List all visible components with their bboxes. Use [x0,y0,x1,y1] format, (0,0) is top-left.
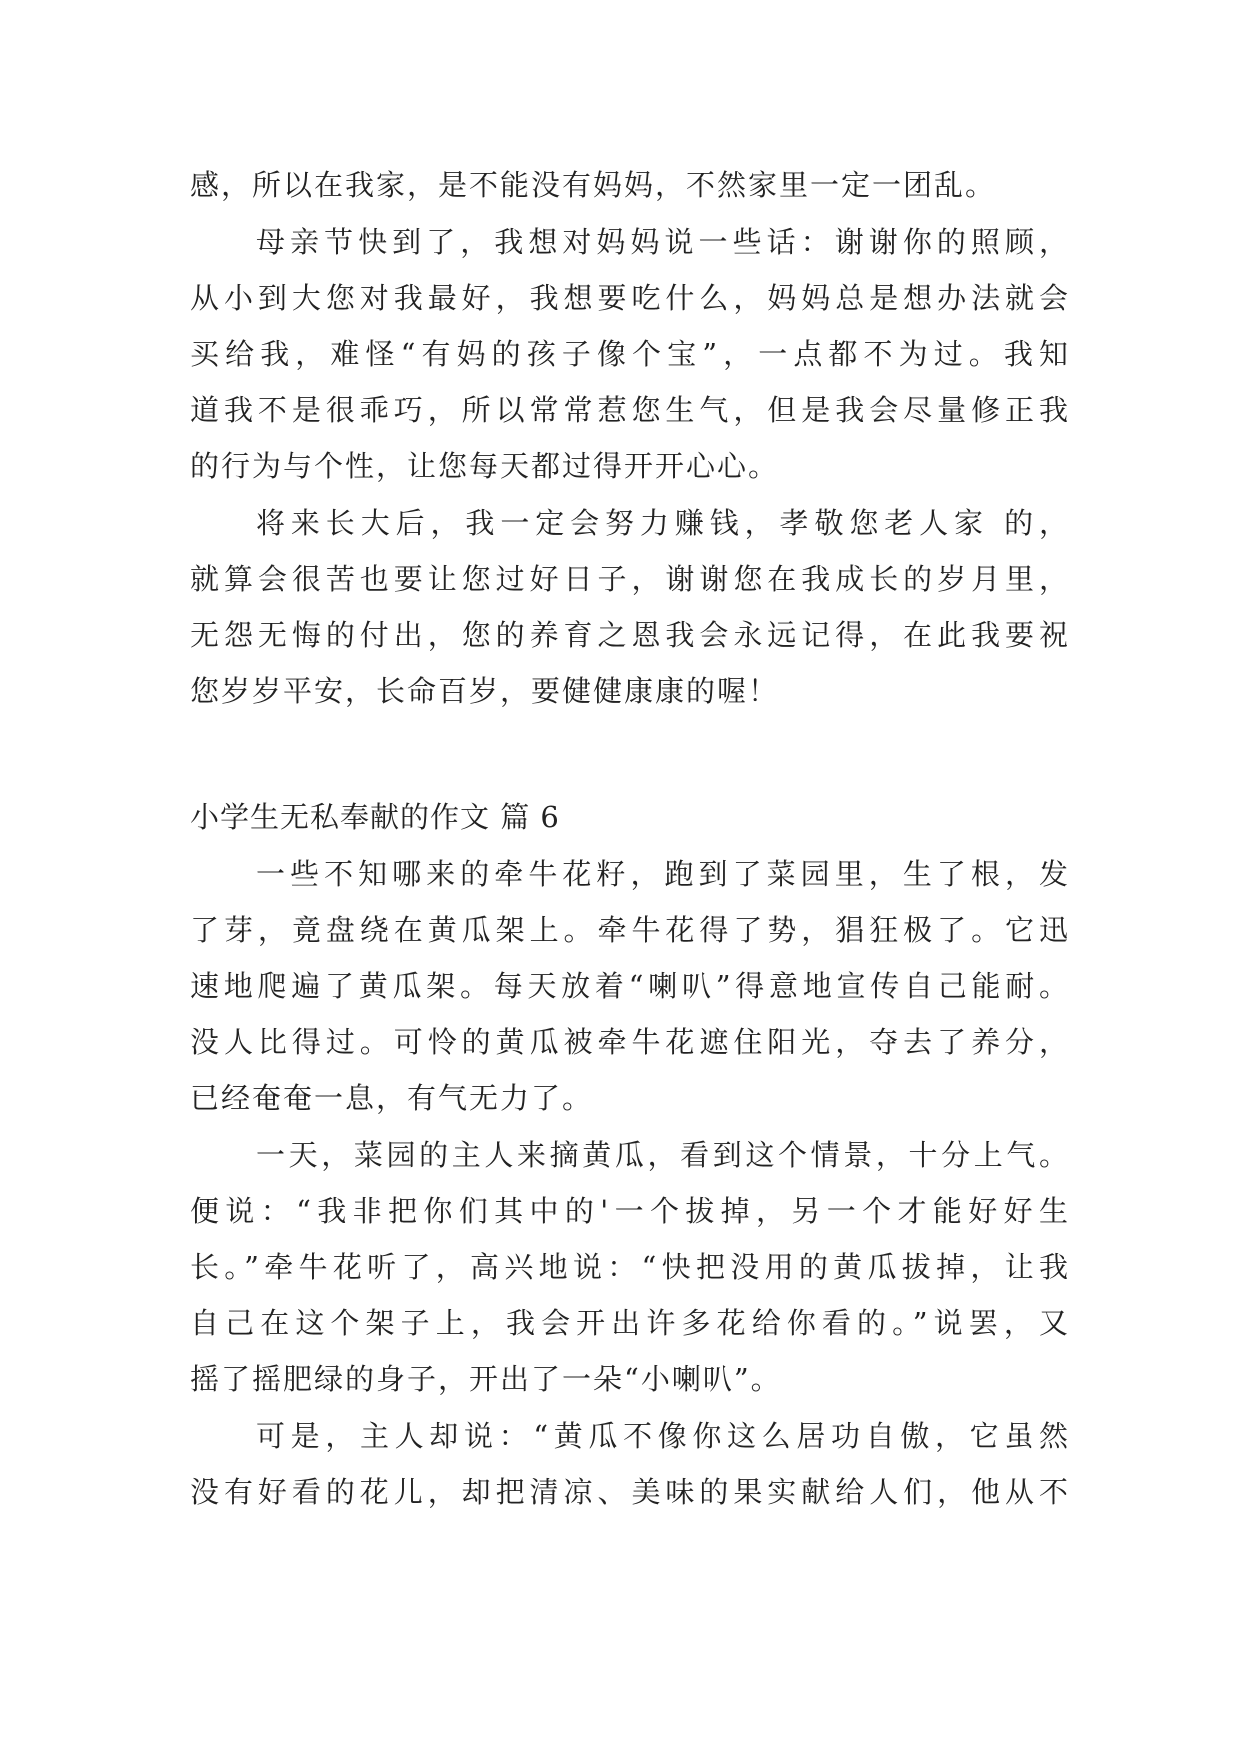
paragraph-line: 感，所以在我家，是不能没有妈妈，不然家里一定一团乱。 [190,168,997,202]
paragraph-line: 已经奄奄一息，有气无力了。 [190,1081,594,1115]
paragraph-line: 便说：“我非把你们其中的'一个拔掉，另一个才能好好生 [190,1194,1070,1228]
paragraph-line: 您岁岁平安，长命百岁，要健健康康的喔！ [190,674,780,708]
paragraph-line: 自己在这个架子上，我会开出许多花给你看的。”说罢，又 [190,1306,1070,1340]
paragraph-line: 买给我，难怪“有妈的孩子像个宝”，一点都不为过。我知 [190,337,1070,371]
paragraph-line: 一些不知哪来的牵牛花籽，跑到了菜园里，生了根，发 [256,857,1070,891]
paragraph-line: 将来长大后，我一定会努力赚钱，孝敬您老人家 的， [256,506,1070,540]
section-heading: 小学生无私奉献的作文 篇 6 [190,800,560,834]
paragraph-line: 摇了摇肥绿的身子，开出了一朵“小喇叭”。 [190,1362,782,1396]
paragraph-line: 可是，主人却说：“黄瓜不像你这么居功自傲，它虽然 [256,1419,1070,1453]
paragraph-line: 速地爬遍了黄瓜架。每天放着“喇叭”得意地宣传自己能耐。 [190,969,1070,1003]
paragraph-line: 没有好看的花儿，却把清凉、美味的果实献给人们，他从不 [190,1475,1070,1509]
paragraph-line: 没人比得过。可怜的黄瓜被牵牛花遮住阳光，夺去了养分， [190,1025,1070,1059]
paragraph-line: 的行为与个性，让您每天都过得开开心心。 [190,449,780,483]
paragraph-line: 道我不是很乖巧，所以常常惹您生气，但是我会尽量修正我 [190,393,1070,427]
paragraph-line: 无怨无悔的付出，您的养育之恩我会永远记得，在此我要祝 [190,618,1070,652]
paragraph-line: 长。”牵牛花听了，高兴地说：“快把没用的黄瓜拔掉，让我 [190,1250,1070,1284]
paragraph-line: 了芽，竟盘绕在黄瓜架上。牵牛花得了势，猖狂极了。它迅 [190,913,1070,947]
paragraph-line: 母亲节快到了，我想对妈妈说一些话：谢谢你的照顾， [256,225,1070,259]
paragraph-line: 一天，菜园的主人来摘黄瓜，看到这个情景，十分上气。 [256,1138,1070,1172]
paragraph-line: 从小到大您对我最好，我想要吃什么，妈妈总是想办法就会 [190,281,1070,315]
paragraph-line: 就算会很苦也要让您过好日子，谢谢您在我成长的岁月里， [190,562,1070,596]
